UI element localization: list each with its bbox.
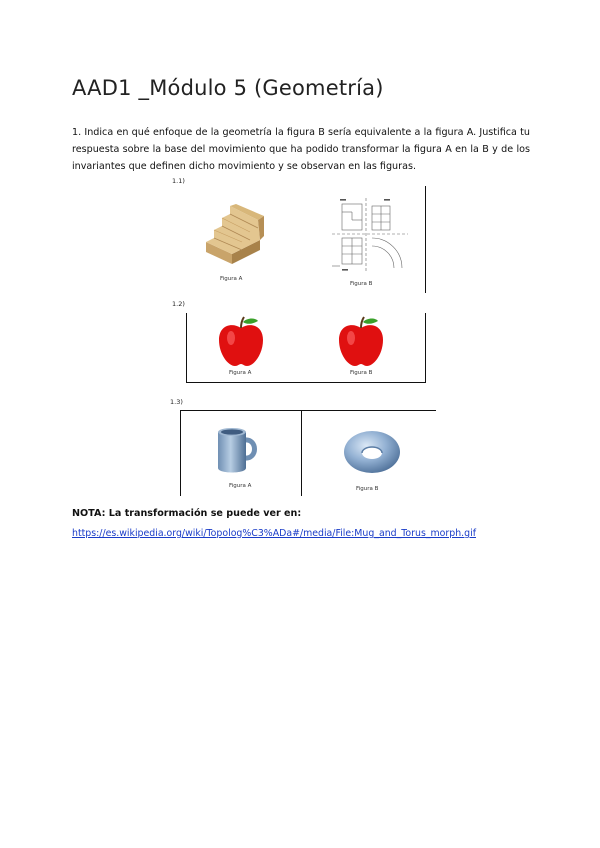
morph-link[interactable]: https://es.wikipedia.org/wiki/Topolog%C3%ADa#/media/File:Mug_and_Torus_morph.gif bbox=[72, 528, 476, 539]
figure-1-1-caption-b: Figura B bbox=[350, 281, 373, 287]
figure-1-3-divider bbox=[301, 410, 302, 496]
figure-1-2-caption-b: Figura B bbox=[350, 370, 373, 376]
question-text: 1. Indica en qué enfoque de la geometría la figura B sería equivalente a la figura A. Justifica tu respuesta sobre la base del movimiento que ha podido transformar la figura A en la B y de los invariantes que definen dicho movimiento y se observan en las figuras. bbox=[72, 127, 530, 172]
figure-1-1-caption-a: Figura A bbox=[220, 276, 243, 282]
note-title: NOTA: La transformación se puede ver en: bbox=[72, 508, 302, 519]
mug-figure bbox=[212, 424, 268, 476]
figure-1-3-left-border bbox=[180, 410, 181, 496]
figure-1-2-label: 1.2) bbox=[172, 300, 185, 308]
page-title: AAD1 _Módulo 5 (Geometría) bbox=[72, 76, 384, 100]
figure-1-1-label: 1.1) bbox=[172, 177, 185, 185]
figure-1-3-top-border bbox=[180, 410, 436, 411]
figure-1-3-caption-b: Figura B bbox=[356, 486, 379, 492]
figure-1-2-caption-a: Figura A bbox=[229, 370, 252, 376]
figure-1-3-caption-a: Figura A bbox=[229, 483, 252, 489]
figure-1-3-label: 1.3) bbox=[170, 398, 183, 406]
torus-figure bbox=[342, 428, 402, 476]
